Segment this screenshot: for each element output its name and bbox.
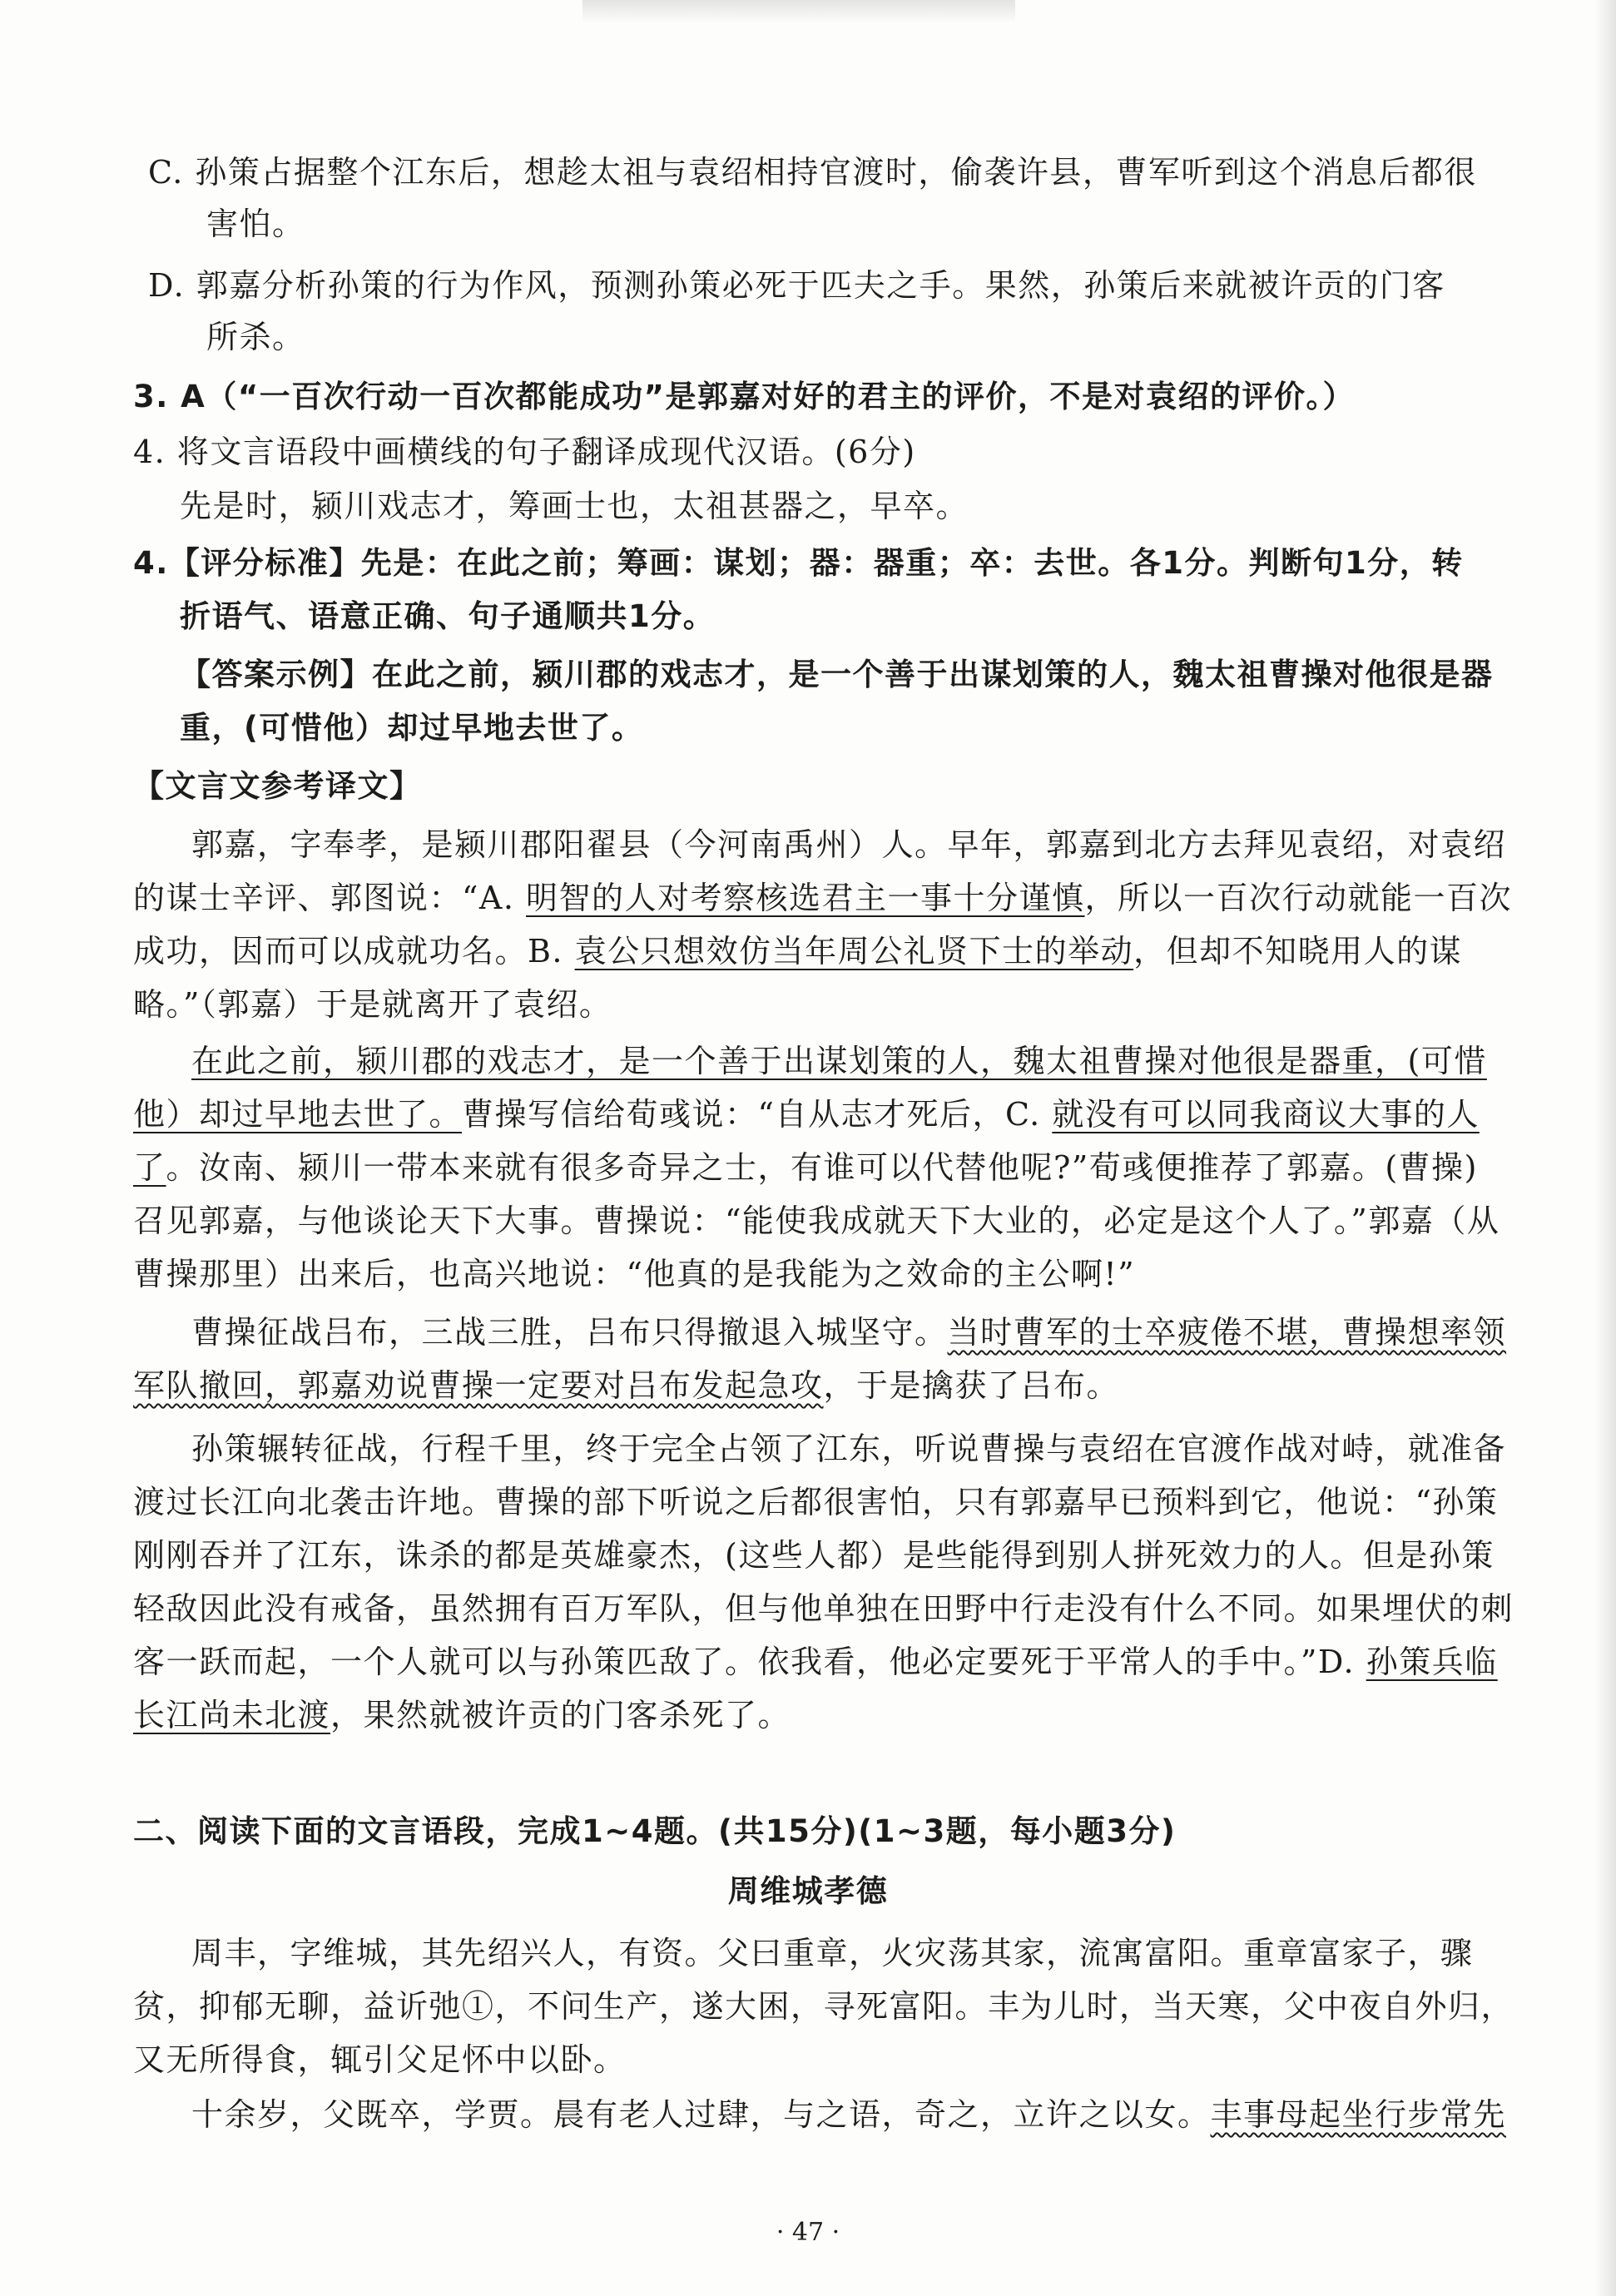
translation-p3-line2	[133, 1365, 1490, 1406]
underlined-phrase-a: 明智的人对考察核选君主一事十分谨慎	[526, 880, 1085, 916]
underlined-phrase-d-end: 长江尚未北渡	[133, 1697, 331, 1733]
scan-shadow-top	[582, 0, 1015, 23]
answer-example-line2: 重，(可惜他）却过早地去世了。	[180, 710, 644, 746]
translation-p2-line2	[133, 1093, 1490, 1135]
translation-p4-line3: 刚刚吞并了江东，诛杀的都是英雄豪杰，(这些人都）是些能得到别人拼死效力的人。但是孙策	[133, 1537, 1495, 1574]
translation-p1-line1: 郭嘉，字奉孝，是颍川郡阳翟县（今河南禹州）人。早年，郭嘉到北方去拜见袁绍，对袁绍	[191, 826, 1507, 863]
underlined-phrase: 他）却过早地去世了。	[133, 1096, 463, 1133]
text-run: 成功，因而可以成就功名。B.	[133, 933, 575, 969]
underlined-phrase-b: 袁公只想效仿当年周公礼贤下士的举动	[574, 933, 1134, 969]
underlined-phrase-c-end: 了	[133, 1149, 166, 1186]
underlined-phrase-c: 就没有可以同我商议大事的人	[1052, 1096, 1480, 1133]
text-run: 十余岁，父既卒，学贾。晨有老人过肆，与之语，奇之，立许之以女。	[191, 2096, 1211, 2133]
passage-title: 周维城孝德	[727, 1873, 889, 1909]
translation-p2-line3	[133, 1147, 1490, 1188]
scoring-standard-line1: 4.【评分标准】先是：在此之前；筹画：谋划；器：器重；卒：去世。各1分。判断句1分，转	[133, 545, 1464, 581]
translation-p4-line5	[133, 1641, 1498, 1683]
wavy-underlined-phrase: 当时曹军的士卒疲倦不堪，曹操想率领	[947, 1314, 1507, 1351]
scoring-standard-line2: 折语气、语意正确、句子通顺共1分。	[180, 598, 716, 634]
translation-p4-line1: 孙策辗转征战，行程千里，终于完全占领了江东，听说曹操与袁绍在官渡作战对峙，就准备	[191, 1431, 1507, 1467]
translation-heading: 【文言文参考译文】	[133, 768, 422, 804]
passage-p1-line1: 周丰，字维城，其先绍兴人，有资。父曰重章，火灾荡其家，流寓富阳。重章富家子，骤	[191, 1935, 1474, 1971]
question-4-sentence: 先是时，颍川戏志才，筹画士也，太祖甚器之，早卒。	[180, 488, 969, 524]
text-run: 曹操征战吕布，三战三胜，吕布只得撤退入城坚守。	[191, 1314, 948, 1351]
translation-p4-line2: 渡过长江向北袭击许地。曹操的部下听说之后都很害怕，只有郭嘉早已预料到它，他说：“孙策	[133, 1484, 1499, 1520]
passage-p1-line2: 贫，抑郁无聊，益䜣弛①，不问生产，遂大困，寻死富阳。丰为儿时，当天寒，父中夜自外归，	[133, 1988, 1514, 2025]
wavy-underlined-phrase: 丰事母起坐行步常先	[1210, 2096, 1507, 2133]
text-run: 曹操写信给荀彧说：“自从志才死后，C.	[462, 1096, 1053, 1133]
page-number: · 47 ·	[776, 2218, 840, 2247]
text-run: 。汝南、颍川一带本来就有很多奇异之士，有谁可以代替他呢?”荀彧便推荐了郭嘉。(曹操)	[166, 1149, 1478, 1186]
translation-p4-line4: 轻敌因此没有戒备，虽然拥有百万军队，但与他单独在田野中行走没有什么不同。如果埋伏的刺	[133, 1590, 1514, 1627]
translation-p1-line3	[133, 930, 1490, 972]
option-d-line2: 所杀。	[206, 319, 305, 355]
translation-p4-line6	[133, 1694, 1490, 1736]
passage-p1-line3: 又无所得食，辄引父足怀中以卧。	[133, 2041, 627, 2078]
passage-p2-line1	[191, 2094, 1548, 2135]
underlined-phrase-d: 孙策兵临	[1366, 1644, 1498, 1680]
translation-p2-line4: 召见郭嘉，与他谈论天下大事。曹操说：“能使我成就天下大业的，必定是这个人了。”郭嘉（从	[133, 1203, 1500, 1239]
option-c-line2: 害怕。	[206, 206, 305, 242]
translation-p2-line5: 曹操那里）出来后，也高兴地说：“他真的是我能为之效命的主公啊!”	[133, 1256, 1136, 1292]
section-2-heading: 二、阅读下面的文言语段，完成1~4题。(共15分)(1~3题，每小题3分)	[133, 1813, 1177, 1849]
wavy-underlined-phrase: 军队撤回，郭嘉劝说曹操一定要对吕布发起急攻	[133, 1367, 824, 1404]
text-run: 客一跃而起，一个人就可以与孙策匹敌了。依我看，他必定要死于平常人的手中。”D.	[133, 1644, 1366, 1680]
translation-p1-line4: 略。”（郭嘉）于是就离开了袁绍。	[133, 986, 612, 1023]
text-run: ，于是擒获了吕布。	[823, 1367, 1120, 1404]
answer-example-line1: 【答案示例】在此之前，颍川郡的戏志才，是一个善于出谋划策的人，魏太祖曹操对他很是器	[180, 657, 1494, 692]
translation-p3-line1	[191, 1312, 1548, 1353]
option-c-line1: C. 孙策占据整个江东后，想趁太祖与袁绍相持官渡时，偷袭许县，曹军听到这个消息后都很	[148, 154, 1477, 191]
translation-p2-line1: 在此之前，颍川郡的戏志才，是一个善于出谋划策的人，魏太祖曹操对他很是器重，(可惜	[191, 1043, 1487, 1079]
text-run: ，但却不知晓用人的谋	[1133, 933, 1463, 969]
translation-p1-line2	[133, 877, 1513, 919]
question-4-prompt: 4. 将文言语段中画横线的句子翻译成现代汉语。(6分)	[133, 434, 916, 470]
scan-shadow-right	[1594, 0, 1616, 2296]
text-run: ，果然就被许贡的门客杀死了。	[330, 1697, 791, 1733]
answer-3: 3. A（“一百次行动一百次都能成功”是郭嘉对好的君主的评价，不是对袁绍的评价。）	[133, 379, 1355, 414]
text-run: ，所以一百次行动就能一百次	[1084, 880, 1513, 916]
text-run: 的谋士辛评、郭图说：“A.	[133, 880, 527, 916]
option-d-line1: D. 郭嘉分析孙策的行为作风，预测孙策必死于匹夫之手。果然，孙策后来就被许贡的门客	[148, 267, 1445, 304]
